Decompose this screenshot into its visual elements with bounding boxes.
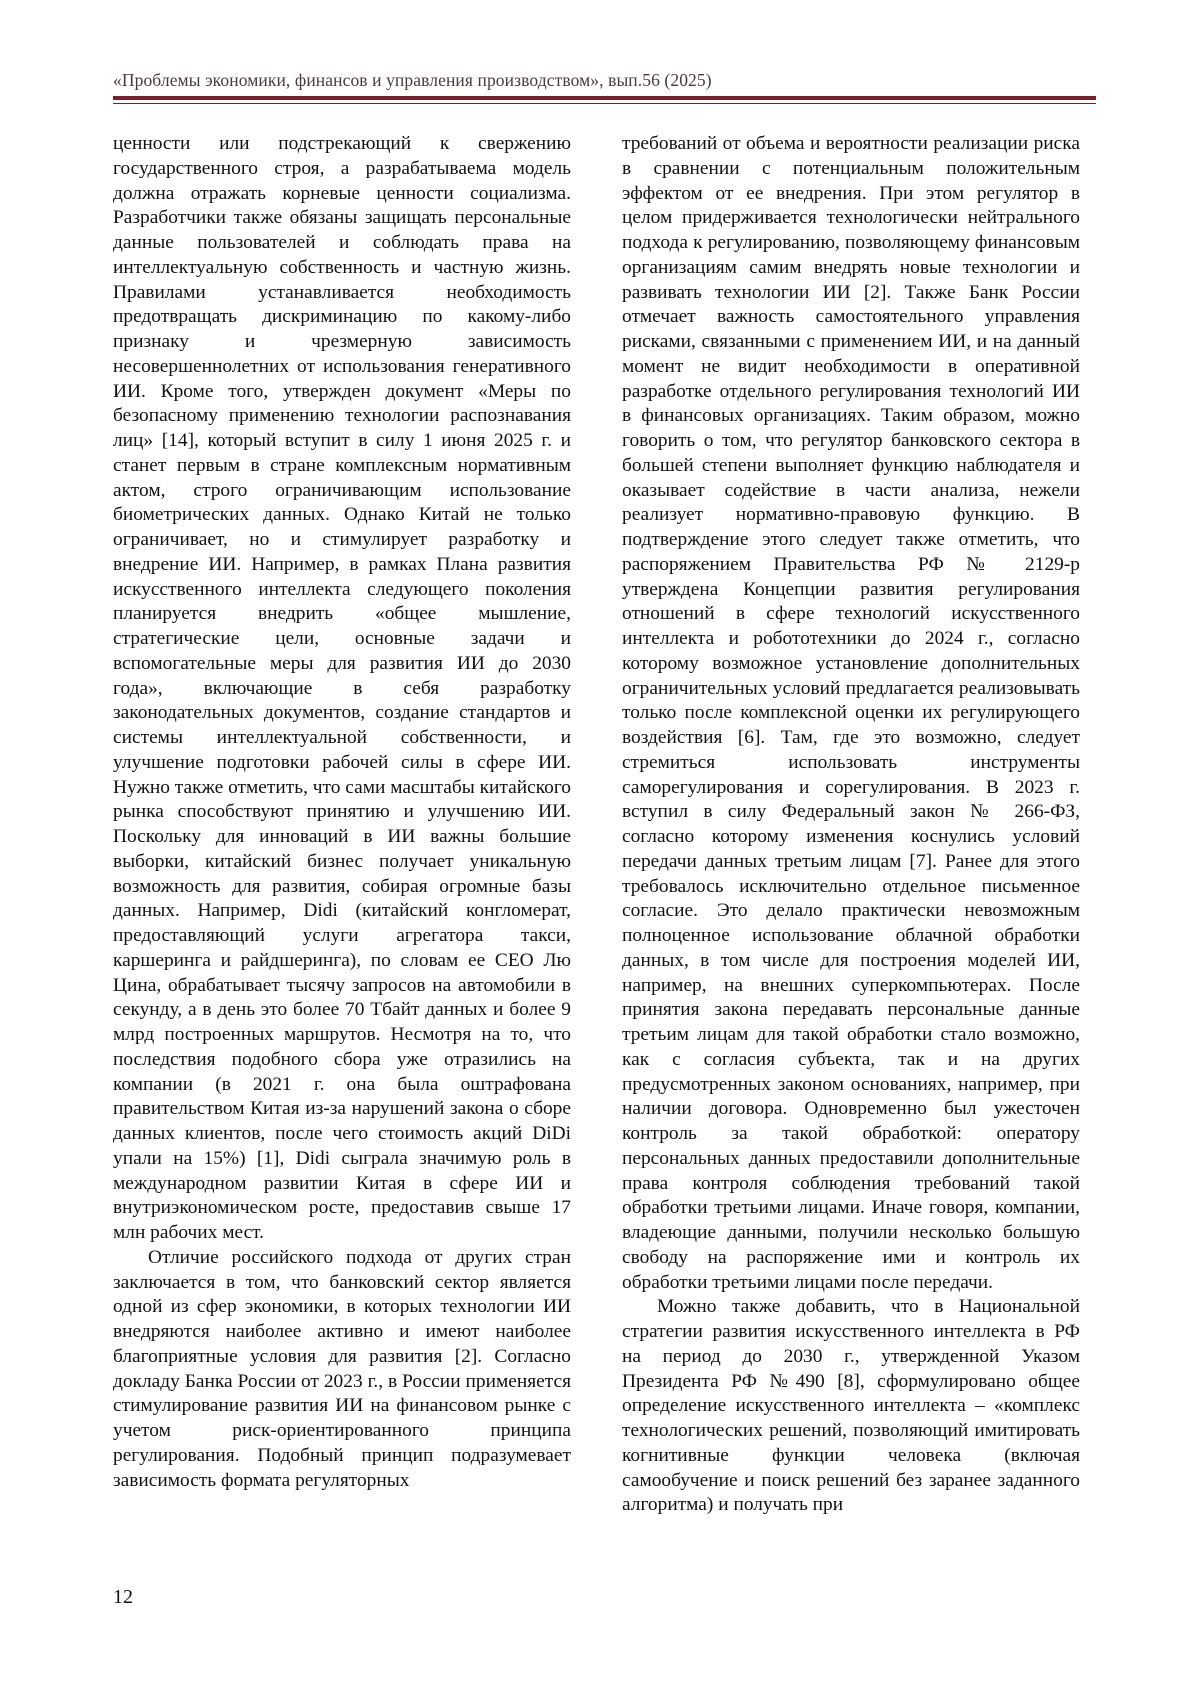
right-paragraph-1: требований от объема и вероятности реализации риска в сравнении с потенциальным положительным эффектом от ее внедрения. При этом регулятор в целом придерживается технологически нейтрального подхода к регулированию, позволяющему финансовым организациям самим внедрять новые технологии и развивать технологии ИИ [2]. Также Банк России отмечает важность самостоятельного управления рисками, связанными с применением ИИ, и на данный момент не видит необходимости в оперативной разработке отдельного регулирования технологий ИИ в финансовых организациях. Таким образом, можно говорить о том, что регулятор банковского сектора в большей степени выполняет функцию наблюдателя и оказывает содействие в части анализа, нежели реализует нормативно-правовую функцию. В подтверждение этого следует также отметить, что распоряжением Правительства РФ № 2129-р утверждена Концепции развития регулирования отношений в сфере технологий искусственного интеллекта и робототехники до 2024 г., согласно которому возможное установление дополнительных ограничительных условий предлагается реализовывать только после комплексной оценки их регулирующего воздействия [6]. Там, где это возможно, следует стремиться использовать инструменты саморегулирования и сорегулирования. В 2023 г. вступил в силу Федеральный закон № 266-ФЗ, согласно которому изменения коснулись условий передачи данных третьим лицам [7]. Ранее для этого требовалось исключительно отдельное письменное согласие. Это делало практически невозможным полноценное использование облачной обработки данных, в том числе для построения моделей ИИ, например, на внешних суперкомпьютерах. После принятия закона передавать персональные данные третьим лицам для такой обработки стало возможно, как с согласия субъекта, так и на других предусмотренных законом основаниях, например, при наличии договора. Одновременно был ужесточен контроль за такой обработкой: оператору персональных данных предоставили дополнительные права контроля соблюдения требований такой обработки третьими лицами. Иначе говоря, компании, владеющие данными, получили несколько большую свободу на распоряжение ими и контроль их обработки третьими лицами после передачи. bbox=[622, 133, 1080, 1293]
header-rule-thin bbox=[113, 103, 1096, 104]
left-column bbox=[113, 132, 571, 1493]
header-rule-thick bbox=[113, 96, 1096, 100]
right-paragraph-2: Можно также добавить, что в Национальной стратегии развития искусственного интеллекта в РФ на период до 2030 г., утвержденной Указом Президента РФ №490 [8], сформулировано общее определение искусственного интеллекта – «комплекс технологических решений, позволяющий имитировать когнитивные функции человека (включая самообучение и поиск решений без заранее заданного алгоритма) и получать при bbox=[622, 1296, 1080, 1516]
left-paragraph-2: Отличие российского подхода от других стран заключается в том, что банковский сектор является одной из сфер экономики, в которых технологии ИИ внедряются наиболее активно и имеют наиболее благоприятные условия для развития [2]. Согласно докладу Банка России от 2023 г., в России применяется стимулирование развития ИИ на финансовом рынке с учетом риск-ориентированного принципа регулирования. Подобный принцип подразумевает зависимость формата регуляторных bbox=[113, 1246, 571, 1491]
left-paragraph-1: ценности или подстрекающий к свержению государственного строя, а разрабатываема модель должна отражать корневые ценности социализма. Разработчики также обязаны защищать персональные данные пользователей и соблюдать права на интеллектуальную собственность и частную жизнь. Правилами устанавливается необходимость предотвращать дискриминацию по какому-либо признаку и чрезмерную зависимость несовершеннолетних от использования генеративного ИИ. Кроме того, утвержден документ «Меры по безопасному применению технологии распознавания лиц» [14], который вступит в силу 1 июня 2025 г. и станет первым в стране комплексным нормативным актом, строго ограничивающим использование биометрических данных. Однако Китай не только ограничивает, но и стимулирует разработку и внедрение ИИ. Например, в рамках Плана развития искусственного интеллекта следующего поколения планируется внедрить «общее мышление, стратегические цели, основные задачи и вспомогательные меры для развития ИИ до 2030 года», включающие в себя разработку законодательных документов, создание стандартов и системы интеллектуальной собственности, и улучшение подготовки рабочей силы в сфере ИИ. Нужно также отметить, что сами масштабы китайского рынка способствуют принятию и улучшению ИИ. Поскольку для инноваций в ИИ важны большие выборки, китайский бизнес получает уникальную возможность для развития, собирая огромные базы данных. Например, Didi (китайский конгломерат, предоставляющий услуги агрегатора такси, каршеринга и райдшеринга), по словам ее CEO Лю Цина, обрабатывает тысячу запросов на автомобили в секунду, а в день это более 70 Тбайт данных и более 9 млрд построенных маршрутов. Несмотря на то, что последствия подобного сбора уже отразились на компании (в 2021 г. она была оштрафована правительством Китая из-за нарушений закона о сборе данных клиентов, после чего стоимость акций DiDi упали на 15%) [1], Didi сыграла значимую роль в международном развитии Китая в сфере ИИ и внутриэкономическом росте, предоставив свыше 17 млн рабочих мест. bbox=[113, 133, 571, 1243]
right-column bbox=[622, 132, 1080, 1518]
page-number: 12 bbox=[113, 1586, 133, 1608]
journal-header: «Проблемы экономики, финансов и управления производством», вып.56 (2025) bbox=[113, 70, 712, 90]
